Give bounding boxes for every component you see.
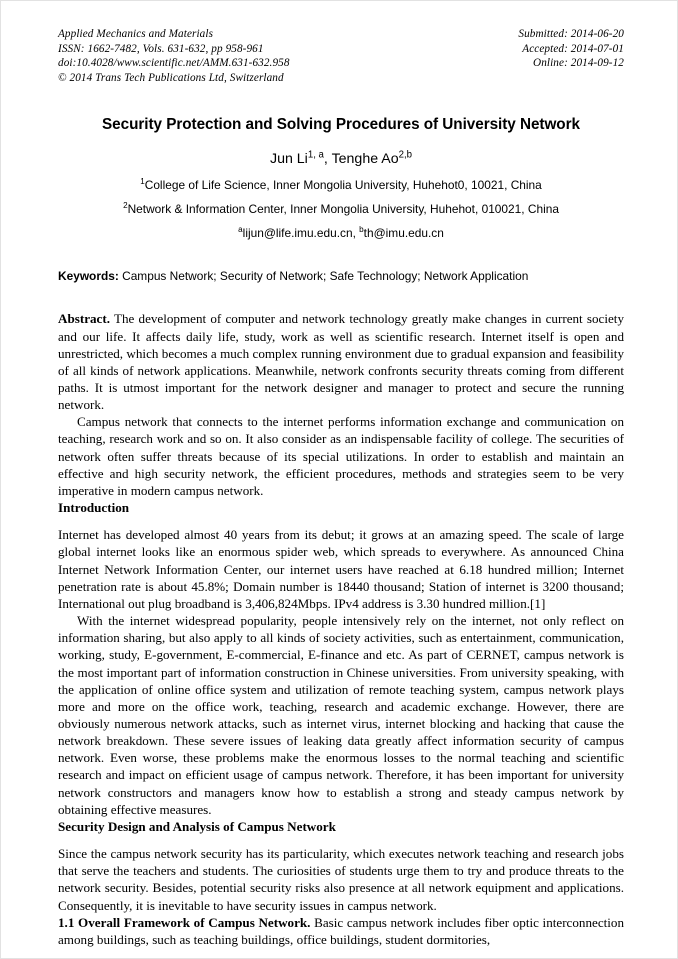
abstract-label: Abstract. — [58, 311, 110, 327]
abstract-paragraph-1-text: The development of computer and network technology greatly make changes in current society and our life. It affects daily life, study, work as well as scientific research. Internet itself is open and unrestricted, which becomes a much complex running environment due to gradual expansion and feasibility of all kinds of network applications. Meanwhile, network confronts security threats coming from different paths. It is utmost important for the network designer and manager to protect and secure the running network. — [58, 311, 624, 413]
author-2-superscript: 2,b — [398, 149, 413, 161]
abstract-paragraph-2: Campus network that connects to the internet performs information exchange and communication on teaching, research work and so on. It also consider as an indispensable facility of college. The securities of network often suffer threats because of its special utilizations. In order to establish and maintain an effective and high security network, the efficient procedures, methods and strategies seem to be very imperative in modern campus network. — [58, 414, 624, 498]
security-design-heading: Security Design and Analysis of Campus Network — [58, 818, 336, 834]
keywords-value: Campus Network; Security of Network; Safe Technology; Network Application — [118, 269, 529, 284]
journal-header-right — [518, 27, 624, 71]
introduction-paragraph-2: With the internet widespread popularity, people intensively rely on the internet, not only reflect on information sharing, but also apply to all kinds of society activities, such as entertainment, communication, working, study, E-government, E-commercial, E-finance and etc. As part of CERNET, campus network is the most important part of information construction in Chinese universities. From university speaking, with the application of online office system and utilization of remote teaching system, campus network plays more and more on the office work, teaching, research and academic exchange. However, there are obviously numerous network attacks, such as internet virus, internet blocking and hacking that cause the network breakdown. These severe issues of leaking data greatly affect information security of campus network. Even worse, these problems make the enormous losses to the normal teaching and scientific research and impact on efficient usage of campus network. Therefore, it has been important for university network constructors and managers know how to establish a strong and steady campus network by obtaining effective measures. — [58, 613, 624, 817]
journal-header-left — [58, 27, 290, 85]
security-design-paragraph-1: Since the campus network security has its particularity, which executes network teaching and research jobs that serve the teachers and students. The curiosities of students urge them to try and produce threats to the network security. Besides, potential security risks also presence at all network equipment and applications. Consequently, it is inevitable to have security issues in campus network. — [58, 846, 624, 913]
abstract-section — [58, 310, 624, 499]
affiliation-2 — [58, 202, 624, 216]
affiliation-2-text: Network & Information Center, Inner Mongolia University, Huhehot, 010021, China — [127, 202, 559, 217]
accepted-date: Accepted: 2014-07-01 — [522, 42, 624, 55]
paper-title: Security Protection and Solving Procedures of University Network — [102, 116, 580, 134]
introduction-section — [58, 526, 624, 818]
email-1: lijun@life.imu.edu.cn — [242, 226, 353, 241]
journal-copyright: © 2014 Trans Tech Publications Ltd, Switzerland — [58, 71, 284, 84]
author-separator: , — [323, 151, 332, 168]
online-date: Online: 2014-09-12 — [533, 57, 624, 70]
abstract-paragraph-1 — [58, 310, 624, 413]
keywords-line — [58, 269, 624, 283]
subsection-1-1-text: Basic campus network includes fiber optic interconnection among buildings, such as teaching buildings, office buildings, student dormitories, — [58, 914, 625, 947]
email-separator: , — [352, 226, 360, 241]
journal-name: Applied Mechanics and Materials — [58, 28, 214, 40]
author-emails — [58, 226, 624, 240]
email-1-superscript: a — [238, 225, 243, 235]
author-1-name: Jun Li — [269, 151, 308, 168]
affiliation-1 — [58, 178, 624, 192]
author-1-superscript: 1, a — [307, 149, 324, 161]
journal-header — [58, 27, 624, 85]
email-2: th@imu.edu.cn — [363, 226, 444, 241]
subsection-1-1 — [58, 914, 624, 948]
journal-doi: doi:10.4028/www.scientific.net/AMM.631-632.958 — [58, 57, 290, 70]
submitted-date: Submitted: 2014-06-20 — [518, 28, 624, 40]
author-2-name: Tenghe Ao — [331, 151, 399, 168]
email-2-superscript: b — [359, 225, 364, 235]
author-list — [58, 151, 624, 167]
journal-issn-volume: ISSN: 1662-7482, Vols. 631-632, pp 958-961 — [58, 42, 264, 55]
affiliation-1-superscript: 1 — [140, 177, 145, 187]
security-design-section — [58, 845, 624, 948]
affiliation-2-superscript: 2 — [123, 201, 128, 211]
keywords-label: Keywords: — [58, 269, 119, 284]
introduction-paragraph-1: Internet has developed almost 40 years from its debut; it grows at an amazing speed. The scale of large global internet looks like an enormous spider web, which spreads to everywhere. As announced China Internet Network Information Center, our internet users have reached at 6.18 hundred million; Internet penetration rate is about 45.8%; Domain number is 18440 thousand; Station of internet is 3200 thousand; International out plug broadband is 3,406,824Mbps. IPv4 address is 3.30 hundred million.[1] — [58, 527, 624, 611]
introduction-heading: Introduction — [58, 500, 130, 516]
affiliation-1-text: College of Life Science, Inner Mongolia University, Huhehot0, 10021, China — [144, 178, 542, 193]
subsection-1-1-heading: 1.1 Overall Framework of Campus Network. — [58, 914, 311, 930]
